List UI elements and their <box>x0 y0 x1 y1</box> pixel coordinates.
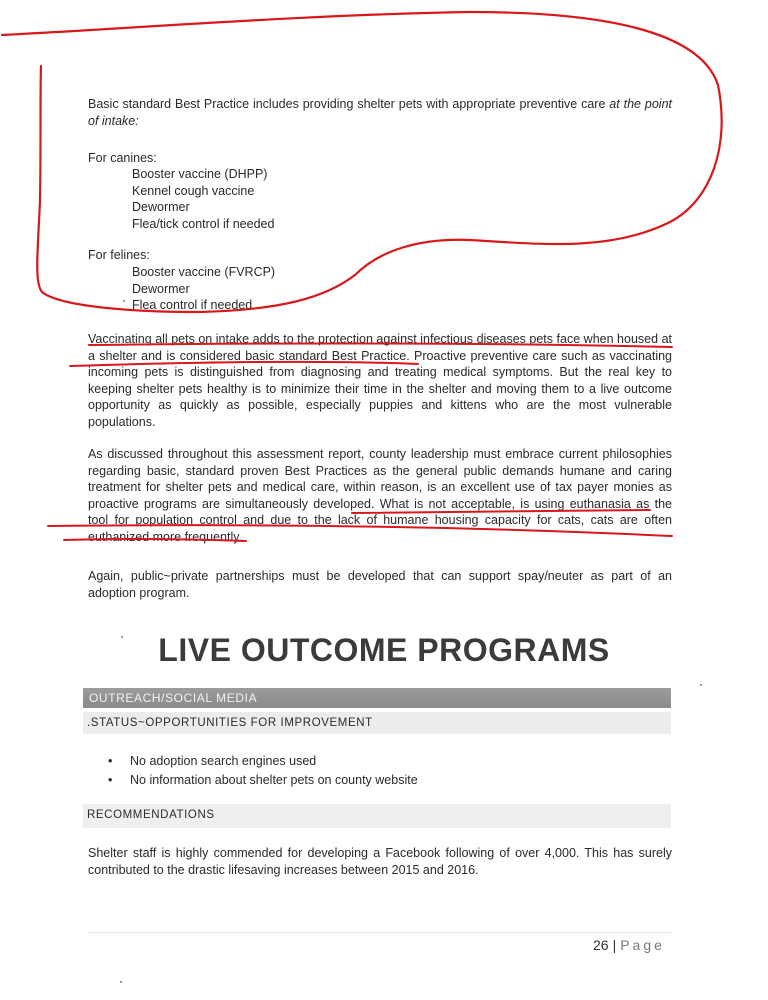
canines-list <box>132 166 274 232</box>
list-item: Kennel cough vaccine <box>132 183 255 198</box>
intro-italic-text: at the point of intake: <box>88 97 672 128</box>
list-item <box>108 752 418 771</box>
bullet-text: No adoption search engines used <box>130 754 317 768</box>
canines-label: For canines: <box>88 151 157 165</box>
list-item: Booster vaccine (DHPP) <box>132 167 268 181</box>
page-number <box>593 937 665 953</box>
status-heading: .STATUS~OPPORTUNITIES FOR IMPROVEMENT <box>83 712 671 734</box>
list-item: Dewormer <box>132 200 190 214</box>
list-item <box>108 771 418 790</box>
section-title: LIVE OUTCOME PROGRAMS <box>158 632 610 668</box>
bullet-icon: • <box>108 754 113 768</box>
list-item: Flea control if needed <box>132 298 253 312</box>
list-item: Dewormer <box>132 281 190 296</box>
scan-speck <box>121 636 123 638</box>
recommendation-paragraph: Shelter staff is highly commended for developing a Facebook following of over 4,000. This has surely contributed to the drastic lifesaving increases between 2015 and 2016. <box>88 846 672 877</box>
outreach-banner: OUTREACH/SOCIAL MEDIA <box>83 688 671 708</box>
bullet-text: No information about shelter pets on county website <box>130 773 418 787</box>
page-number-value: 26 <box>593 937 609 953</box>
page-label: Page <box>620 937 665 953</box>
partnership-paragraph: Again, public~private partnerships must be developed that can support spay/neuter as part of an adoption program. <box>88 569 672 600</box>
bullet-icon: • <box>108 773 113 787</box>
vaccinating-paragraph: Vaccinating all pets on intake adds to the protection against infectious diseases pets face when housed at a shelter and is considered basic standard Best Practice. Proactive preventive care such as vaccinating incoming pets is distinguished from diagnosing and treating medical symptoms. But the real key to keeping shelter pets healthy is to minimize their time in the shelter and moving them to a live outcome opportunity as quickly as possible, especially puppies and kittens who are the most vulnerable populations. <box>88 332 672 429</box>
scan-speck <box>123 300 125 302</box>
felines-label: For felines: <box>88 248 150 262</box>
status-bullet-list <box>108 752 418 790</box>
page-separator: | <box>612 937 617 953</box>
intro-paragraph <box>88 96 672 129</box>
assessment-paragraph: As discussed throughout this assessment report, county leadership must embrace current philosophies regarding basic, standard proven Best Practices as the general public demands humane and caring treatment for shelter pets and medical care, within reason, is an excellent use of tax payer monies as proactive programs are simultaneously developed. What is not acceptable, is using euthanasia as the tool for population control and due to the lack of humane housing capacity for cats, cats are often euthanized more frequently. <box>88 447 672 544</box>
scan-speck <box>700 684 702 686</box>
footer-divider <box>88 932 672 933</box>
recommendations-heading: RECOMMENDATIONS <box>83 804 671 828</box>
felines-list <box>132 264 275 314</box>
intro-text: Basic standard Best Practice includes providing shelter pets with appropriate preventive care <box>88 97 610 111</box>
scan-speck <box>120 981 122 983</box>
list-item: Booster vaccine (FVRCP) <box>132 265 276 279</box>
list-item: Flea/tick control if needed <box>132 216 275 231</box>
